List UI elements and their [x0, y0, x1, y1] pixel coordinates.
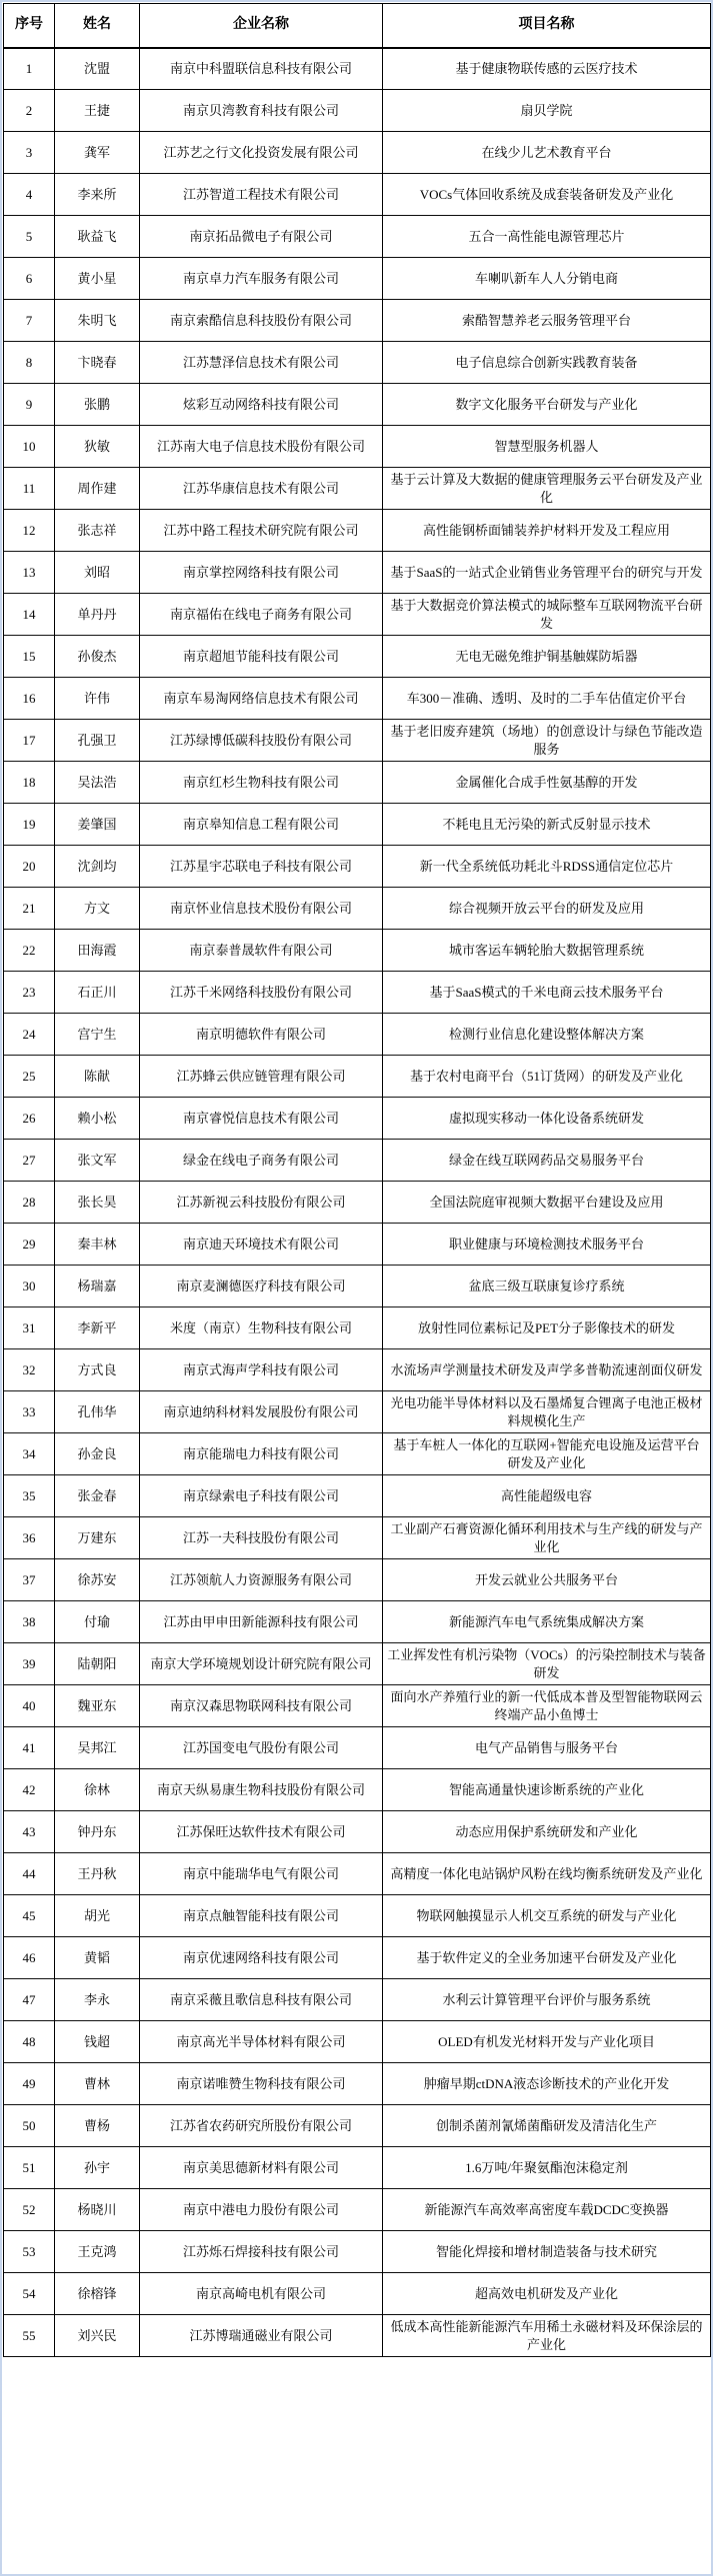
cell-no: 30	[4, 1266, 55, 1307]
cell-company: 南京睿悦信息技术有限公司	[140, 1098, 383, 1140]
cell-no: 53	[4, 2231, 55, 2273]
cell-name: 付瑜	[55, 1601, 140, 1643]
table-row	[4, 1098, 711, 1140]
table-row	[4, 48, 711, 90]
table-row	[4, 342, 711, 384]
cell-company: 南京拓品微电子有限公司	[140, 216, 383, 258]
cell-no: 7	[4, 300, 55, 342]
table-row	[4, 1853, 711, 1895]
cell-project: VOCs气体回收系统及成套装备研发及产业化	[383, 174, 711, 216]
cell-name: 龚军	[55, 132, 140, 174]
table-row	[4, 1517, 711, 1559]
cell-company: 江苏一夫科技股份有限公司	[140, 1517, 383, 1559]
cell-company: 南京高崎电机有限公司	[140, 2273, 383, 2315]
cell-no: 29	[4, 1224, 55, 1266]
cell-project: 车喇叭新车人人分销电商	[383, 258, 711, 300]
cell-project: 基于车桩人一体化的互联网+智能充电设施及运营平台研发及产业化	[383, 1433, 711, 1475]
table-row	[4, 468, 711, 510]
table-row	[4, 258, 711, 300]
cell-company: 江苏华康信息技术有限公司	[140, 468, 383, 510]
table-row	[4, 2273, 711, 2315]
cell-no: 3	[4, 132, 55, 174]
cell-no: 46	[4, 1937, 55, 1979]
cell-name: 黄韬	[55, 1937, 140, 1979]
cell-company: 南京明德软件有限公司	[140, 1014, 383, 1056]
table-row	[4, 510, 711, 552]
table-row	[4, 1643, 711, 1685]
cell-no: 27	[4, 1140, 55, 1182]
cell-name: 张志祥	[55, 510, 140, 552]
cell-project: 新能源汽车高效率高密度车载DCDC变换器	[383, 2189, 711, 2231]
cell-no: 55	[4, 2315, 55, 2357]
cell-company: 南京福佑在线电子商务有限公司	[140, 594, 383, 636]
cell-company: 江苏绿博低碳科技股份有限公司	[140, 720, 383, 762]
cell-no: 5	[4, 216, 55, 258]
cell-name: 周作建	[55, 468, 140, 510]
cell-company: 南京中科盟联信息科技有限公司	[140, 48, 383, 90]
cell-project: 城市客运车辆轮胎大数据管理系统	[383, 930, 711, 972]
cell-project: 综合视频开放云平台的研发及应用	[383, 888, 711, 930]
cell-name: 王克鸿	[55, 2231, 140, 2273]
cell-no: 23	[4, 972, 55, 1014]
cell-no: 11	[4, 468, 55, 510]
table-row	[4, 1391, 711, 1433]
cell-project: 智慧型服务机器人	[383, 426, 711, 468]
cell-project: 职业健康与环境检测技术服务平台	[383, 1224, 711, 1266]
cell-name: 钱超	[55, 2021, 140, 2063]
cell-company: 南京大学环境规划设计研究院有限公司	[140, 1643, 383, 1685]
table-row	[4, 804, 711, 846]
cell-no: 33	[4, 1391, 55, 1433]
table-row	[4, 1307, 711, 1349]
cell-project: 放射性同位素标记及PET分子影像技术的研发	[383, 1307, 711, 1349]
cell-name: 石正川	[55, 972, 140, 1014]
cell-name: 曹杨	[55, 2105, 140, 2147]
cell-company: 南京高光半导体材料有限公司	[140, 2021, 383, 2063]
column-header-no: 序号	[4, 4, 55, 48]
cell-name: 刘昭	[55, 552, 140, 594]
table-row	[4, 762, 711, 804]
cell-name: 赖小松	[55, 1098, 140, 1140]
cell-no: 39	[4, 1643, 55, 1685]
cell-company: 江苏新视云科技股份有限公司	[140, 1182, 383, 1224]
cell-company: 南京迪纳科材料发展股份有限公司	[140, 1391, 383, 1433]
cell-name: 徐林	[55, 1769, 140, 1811]
cell-no: 52	[4, 2189, 55, 2231]
cell-project: 1.6万吨/年聚氨酯泡沫稳定剂	[383, 2147, 711, 2189]
cell-company: 南京美思德新材料有限公司	[140, 2147, 383, 2189]
roster-table	[3, 3, 711, 2357]
cell-project: 电子信息综合创新实践教育装备	[383, 342, 711, 384]
cell-project: 高性能超级电容	[383, 1475, 711, 1517]
cell-no: 41	[4, 1727, 55, 1769]
cell-project: 高性能钢桥面铺装养护材料开发及工程应用	[383, 510, 711, 552]
cell-name: 李来所	[55, 174, 140, 216]
cell-no: 28	[4, 1182, 55, 1224]
cell-project: 新能源汽车电气系统集成解决方案	[383, 1601, 711, 1643]
cell-no: 38	[4, 1601, 55, 1643]
table-row	[4, 678, 711, 720]
cell-no: 18	[4, 762, 55, 804]
cell-no: 22	[4, 930, 55, 972]
table-row	[4, 594, 711, 636]
table-row	[4, 930, 711, 972]
cell-company: 绿金在线电子商务有限公司	[140, 1140, 383, 1182]
cell-no: 35	[4, 1475, 55, 1517]
cell-project: 高精度一体化电站锅炉风粉在线均衡系统研发及产业化	[383, 1853, 711, 1895]
cell-name: 孙宇	[55, 2147, 140, 2189]
table-row	[4, 720, 711, 762]
cell-name: 吴邦江	[55, 1727, 140, 1769]
cell-company: 南京采薇且歌信息科技有限公司	[140, 1979, 383, 2021]
cell-name: 钟丹东	[55, 1811, 140, 1853]
cell-project: 基于SaaS的一站式企业销售业务管理平台的研究与开发	[383, 552, 711, 594]
cell-company: 江苏国变电气股份有限公司	[140, 1727, 383, 1769]
table-row	[4, 552, 711, 594]
cell-project: 在线少儿艺术教育平台	[383, 132, 711, 174]
cell-no: 31	[4, 1307, 55, 1349]
cell-company: 南京车易淘网络信息技术有限公司	[140, 678, 383, 720]
cell-no: 14	[4, 594, 55, 636]
cell-project: 新一代全系统低功耗北斗RDSS通信定位芯片	[383, 846, 711, 888]
cell-name: 徐苏安	[55, 1559, 140, 1601]
cell-company: 南京麦澜德医疗科技有限公司	[140, 1266, 383, 1307]
cell-name: 方式良	[55, 1349, 140, 1391]
cell-project: 盆底三级互联康复诊疗系统	[383, 1266, 711, 1307]
cell-project: 低成本高性能新能源汽车用稀土永磁材料及环保涂层的产业化	[383, 2315, 711, 2357]
cell-project: 基于健康物联传感的云医疗技术	[383, 48, 711, 90]
table-row	[4, 972, 711, 1014]
cell-name: 陆朝阳	[55, 1643, 140, 1685]
table-row	[4, 1266, 711, 1307]
cell-no: 48	[4, 2021, 55, 2063]
cell-company: 南京汉森思物联网科技有限公司	[140, 1685, 383, 1727]
cell-project: 不耗电且无污染的新式反射显示技术	[383, 804, 711, 846]
table-row	[4, 2189, 711, 2231]
cell-no: 12	[4, 510, 55, 552]
cell-name: 杨瑞嘉	[55, 1266, 140, 1307]
cell-company: 江苏领航人力资源服务有限公司	[140, 1559, 383, 1601]
cell-name: 曹林	[55, 2063, 140, 2105]
cell-name: 朱明飞	[55, 300, 140, 342]
table-row	[4, 1056, 711, 1098]
table-row	[4, 1895, 711, 1937]
column-header-project: 项目名称	[383, 4, 711, 48]
cell-no: 45	[4, 1895, 55, 1937]
cell-project: 基于软件定义的全业务加速平台研发及产业化	[383, 1937, 711, 1979]
cell-project: 肿瘤早期ctDNA液态诊断技术的产业化开发	[383, 2063, 711, 2105]
cell-no: 21	[4, 888, 55, 930]
cell-company: 南京泰普晟软件有限公司	[140, 930, 383, 972]
cell-name: 孙俊杰	[55, 636, 140, 678]
table-row	[4, 846, 711, 888]
cell-no: 32	[4, 1349, 55, 1391]
cell-name: 耿益飞	[55, 216, 140, 258]
cell-no: 19	[4, 804, 55, 846]
cell-no: 1	[4, 48, 55, 90]
cell-no: 6	[4, 258, 55, 300]
cell-project: 智能高通量快速诊断系统的产业化	[383, 1769, 711, 1811]
cell-name: 黄小星	[55, 258, 140, 300]
cell-project: 物联网触摸显示人机交互系统的研发与产业化	[383, 1895, 711, 1937]
table-row	[4, 2021, 711, 2063]
table-row	[4, 1601, 711, 1643]
cell-company: 南京中港电力股份有限公司	[140, 2189, 383, 2231]
cell-name: 单丹丹	[55, 594, 140, 636]
cell-company: 南京红杉生物科技有限公司	[140, 762, 383, 804]
cell-name: 孔强卫	[55, 720, 140, 762]
cell-company: 江苏南大电子信息技术股份有限公司	[140, 426, 383, 468]
cell-no: 37	[4, 1559, 55, 1601]
cell-no: 36	[4, 1517, 55, 1559]
table-row	[4, 1182, 711, 1224]
cell-company: 米度（南京）生物科技有限公司	[140, 1307, 383, 1349]
column-header-name: 姓名	[55, 4, 140, 48]
cell-name: 陈献	[55, 1056, 140, 1098]
table-row	[4, 2231, 711, 2273]
table-row	[4, 216, 711, 258]
table-row	[4, 1433, 711, 1475]
table-row	[4, 384, 711, 426]
cell-project: 虚拟现实移动一体化设备系统研发	[383, 1098, 711, 1140]
table-row	[4, 1979, 711, 2021]
cell-name: 张文军	[55, 1140, 140, 1182]
cell-no: 54	[4, 2273, 55, 2315]
cell-project: 检测行业信息化建设整体解决方案	[383, 1014, 711, 1056]
table-row	[4, 1349, 711, 1391]
cell-project: 开发云就业公共服务平台	[383, 1559, 711, 1601]
table-row	[4, 90, 711, 132]
table-row	[4, 1769, 711, 1811]
table-row	[4, 1224, 711, 1266]
cell-project: 扇贝学院	[383, 90, 711, 132]
cell-company: 炫彩互动网络科技有限公司	[140, 384, 383, 426]
table-row	[4, 426, 711, 468]
cell-project: 电气产品销售与服务平台	[383, 1727, 711, 1769]
cell-no: 49	[4, 2063, 55, 2105]
table-row	[4, 2105, 711, 2147]
table-row	[4, 2147, 711, 2189]
cell-no: 50	[4, 2105, 55, 2147]
cell-name: 秦丰林	[55, 1224, 140, 1266]
cell-company: 江苏星宇芯联电子科技有限公司	[140, 846, 383, 888]
cell-company: 江苏慧泽信息技术有限公司	[140, 342, 383, 384]
table-row	[4, 1727, 711, 1769]
cell-name: 沈剑均	[55, 846, 140, 888]
table-row	[4, 2063, 711, 2105]
table-row	[4, 1811, 711, 1853]
cell-no: 10	[4, 426, 55, 468]
cell-no: 4	[4, 174, 55, 216]
cell-company: 南京天纵易康生物科技股份有限公司	[140, 1769, 383, 1811]
column-header-company: 企业名称	[140, 4, 383, 48]
table-row	[4, 132, 711, 174]
cell-name: 胡光	[55, 1895, 140, 1937]
cell-name: 姜肇国	[55, 804, 140, 846]
cell-company: 南京点触智能科技有限公司	[140, 1895, 383, 1937]
cell-company: 江苏博瑞通磁业有限公司	[140, 2315, 383, 2357]
cell-company: 南京皋知信息工程有限公司	[140, 804, 383, 846]
cell-company: 南京中能瑞华电气有限公司	[140, 1853, 383, 1895]
cell-company: 江苏保旺达软件技术有限公司	[140, 1811, 383, 1853]
cell-name: 吴法浩	[55, 762, 140, 804]
cell-project: 光电功能半导体材料以及石墨烯复合锂离子电池正极材料规模化生产	[383, 1391, 711, 1433]
cell-project: 基于SaaS模式的千米电商云技术服务平台	[383, 972, 711, 1014]
cell-name: 王捷	[55, 90, 140, 132]
cell-no: 51	[4, 2147, 55, 2189]
cell-no: 2	[4, 90, 55, 132]
cell-company: 江苏烁石焊接科技有限公司	[140, 2231, 383, 2273]
cell-company: 江苏智道工程技术有限公司	[140, 174, 383, 216]
cell-name: 张长昊	[55, 1182, 140, 1224]
cell-name: 方文	[55, 888, 140, 930]
cell-project: 面向水产养殖行业的新一代低成本普及型智能物联网云终端产品小鱼博士	[383, 1685, 711, 1727]
cell-company: 江苏省农药研究所股份有限公司	[140, 2105, 383, 2147]
cell-project: 工业副产石膏资源化循环利用技术与生产线的研发与产业化	[383, 1517, 711, 1559]
cell-project: 金属催化合成手性氨基醇的开发	[383, 762, 711, 804]
header-row	[4, 4, 711, 48]
cell-company: 南京优速网络科技有限公司	[140, 1937, 383, 1979]
cell-no: 15	[4, 636, 55, 678]
cell-name: 田海霞	[55, 930, 140, 972]
cell-no: 43	[4, 1811, 55, 1853]
cell-company: 江苏蜂云供应链管理有限公司	[140, 1056, 383, 1098]
cell-name: 杨晓川	[55, 2189, 140, 2231]
table-row	[4, 1475, 711, 1517]
cell-company: 南京迪天环境技术有限公司	[140, 1224, 383, 1266]
cell-project: 水流场声学测量技术研发及声学多普勒流速剖面仪研发	[383, 1349, 711, 1391]
cell-no: 13	[4, 552, 55, 594]
cell-no: 34	[4, 1433, 55, 1475]
cell-no: 8	[4, 342, 55, 384]
cell-project: 基于云计算及大数据的健康管理服务云平台研发及产业化	[383, 468, 711, 510]
cell-name: 宫宁生	[55, 1014, 140, 1056]
cell-project: 车300－准确、透明、及时的二手车估值定价平台	[383, 678, 711, 720]
cell-company: 南京卓力汽车服务有限公司	[140, 258, 383, 300]
cell-project: 智能化焊接和增材制造装备与技术研究	[383, 2231, 711, 2273]
cell-no: 20	[4, 846, 55, 888]
cell-no: 9	[4, 384, 55, 426]
cell-name: 王丹秋	[55, 1853, 140, 1895]
cell-company: 南京掌控网络科技有限公司	[140, 552, 383, 594]
cell-project: 全国法院庭审视频大数据平台建设及应用	[383, 1182, 711, 1224]
cell-project: 超高效电机研发及产业化	[383, 2273, 711, 2315]
cell-no: 44	[4, 1853, 55, 1895]
cell-name: 万建东	[55, 1517, 140, 1559]
cell-name: 刘兴民	[55, 2315, 140, 2357]
cell-company: 江苏由甲申田新能源科技有限公司	[140, 1601, 383, 1643]
cell-project: 水利云计算管理平台评价与服务系统	[383, 1979, 711, 2021]
cell-company: 江苏千米网络科技股份有限公司	[140, 972, 383, 1014]
cell-name: 卞晓春	[55, 342, 140, 384]
cell-company: 南京超旭节能科技有限公司	[140, 636, 383, 678]
cell-name: 狄敏	[55, 426, 140, 468]
cell-name: 张金春	[55, 1475, 140, 1517]
cell-company: 南京贝湾教育科技有限公司	[140, 90, 383, 132]
cell-name: 孔伟华	[55, 1391, 140, 1433]
cell-project: 无电无磁免维护铜基触媒防垢器	[383, 636, 711, 678]
cell-project: 工业挥发性有机污染物（VOCs）的污染控制技术与装备研发	[383, 1643, 711, 1685]
cell-no: 47	[4, 1979, 55, 2021]
cell-name: 李永	[55, 1979, 140, 2021]
cell-no: 26	[4, 1098, 55, 1140]
cell-name: 孙金良	[55, 1433, 140, 1475]
cell-name: 魏亚东	[55, 1685, 140, 1727]
table-row	[4, 1685, 711, 1727]
cell-company: 南京索酷信息科技股份有限公司	[140, 300, 383, 342]
cell-no: 24	[4, 1014, 55, 1056]
cell-company: 南京能瑞电力科技有限公司	[140, 1433, 383, 1475]
cell-name: 徐榕锋	[55, 2273, 140, 2315]
cell-name: 许伟	[55, 678, 140, 720]
cell-no: 42	[4, 1769, 55, 1811]
cell-company: 南京式海声学科技有限公司	[140, 1349, 383, 1391]
cell-company: 南京诺唯赞生物科技有限公司	[140, 2063, 383, 2105]
table-row	[4, 1559, 711, 1601]
table-row	[4, 174, 711, 216]
cell-no: 25	[4, 1056, 55, 1098]
cell-name: 张鹏	[55, 384, 140, 426]
cell-company: 南京绿索电子科技有限公司	[140, 1475, 383, 1517]
table-header	[4, 4, 711, 48]
cell-project: 索酷智慧养老云服务管理平台	[383, 300, 711, 342]
cell-name: 李新平	[55, 1307, 140, 1349]
table-row	[4, 1937, 711, 1979]
cell-company: 江苏艺之行文化投资发展有限公司	[140, 132, 383, 174]
cell-project: OLED有机发光材料开发与产业化项目	[383, 2021, 711, 2063]
cell-company: 江苏中路工程技术研究院有限公司	[140, 510, 383, 552]
cell-project: 基于农村电商平台（51订货网）的研发及产业化	[383, 1056, 711, 1098]
table-row	[4, 300, 711, 342]
cell-no: 40	[4, 1685, 55, 1727]
cell-project: 基于老旧废弃建筑（场地）的创意设计与绿色节能改造服务	[383, 720, 711, 762]
cell-project: 五合一高性能电源管理芯片	[383, 216, 711, 258]
cell-project: 基于大数据竞价算法模式的城际整车互联网物流平台研发	[383, 594, 711, 636]
cell-name: 沈盟	[55, 48, 140, 90]
cell-company: 南京怀业信息技术股份有限公司	[140, 888, 383, 930]
table-body	[4, 48, 711, 2357]
table-row	[4, 2315, 711, 2357]
cell-project: 数字文化服务平台研发与产业化	[383, 384, 711, 426]
cell-project: 绿金在线互联网药品交易服务平台	[383, 1140, 711, 1182]
table-row	[4, 636, 711, 678]
table-row	[4, 888, 711, 930]
cell-no: 17	[4, 720, 55, 762]
cell-project: 动态应用保护系统研发和产业化	[383, 1811, 711, 1853]
table-row	[4, 1014, 711, 1056]
cell-no: 16	[4, 678, 55, 720]
cell-project: 创制杀菌剂氰烯菌酯研发及清洁化生产	[383, 2105, 711, 2147]
table-row	[4, 1140, 711, 1182]
